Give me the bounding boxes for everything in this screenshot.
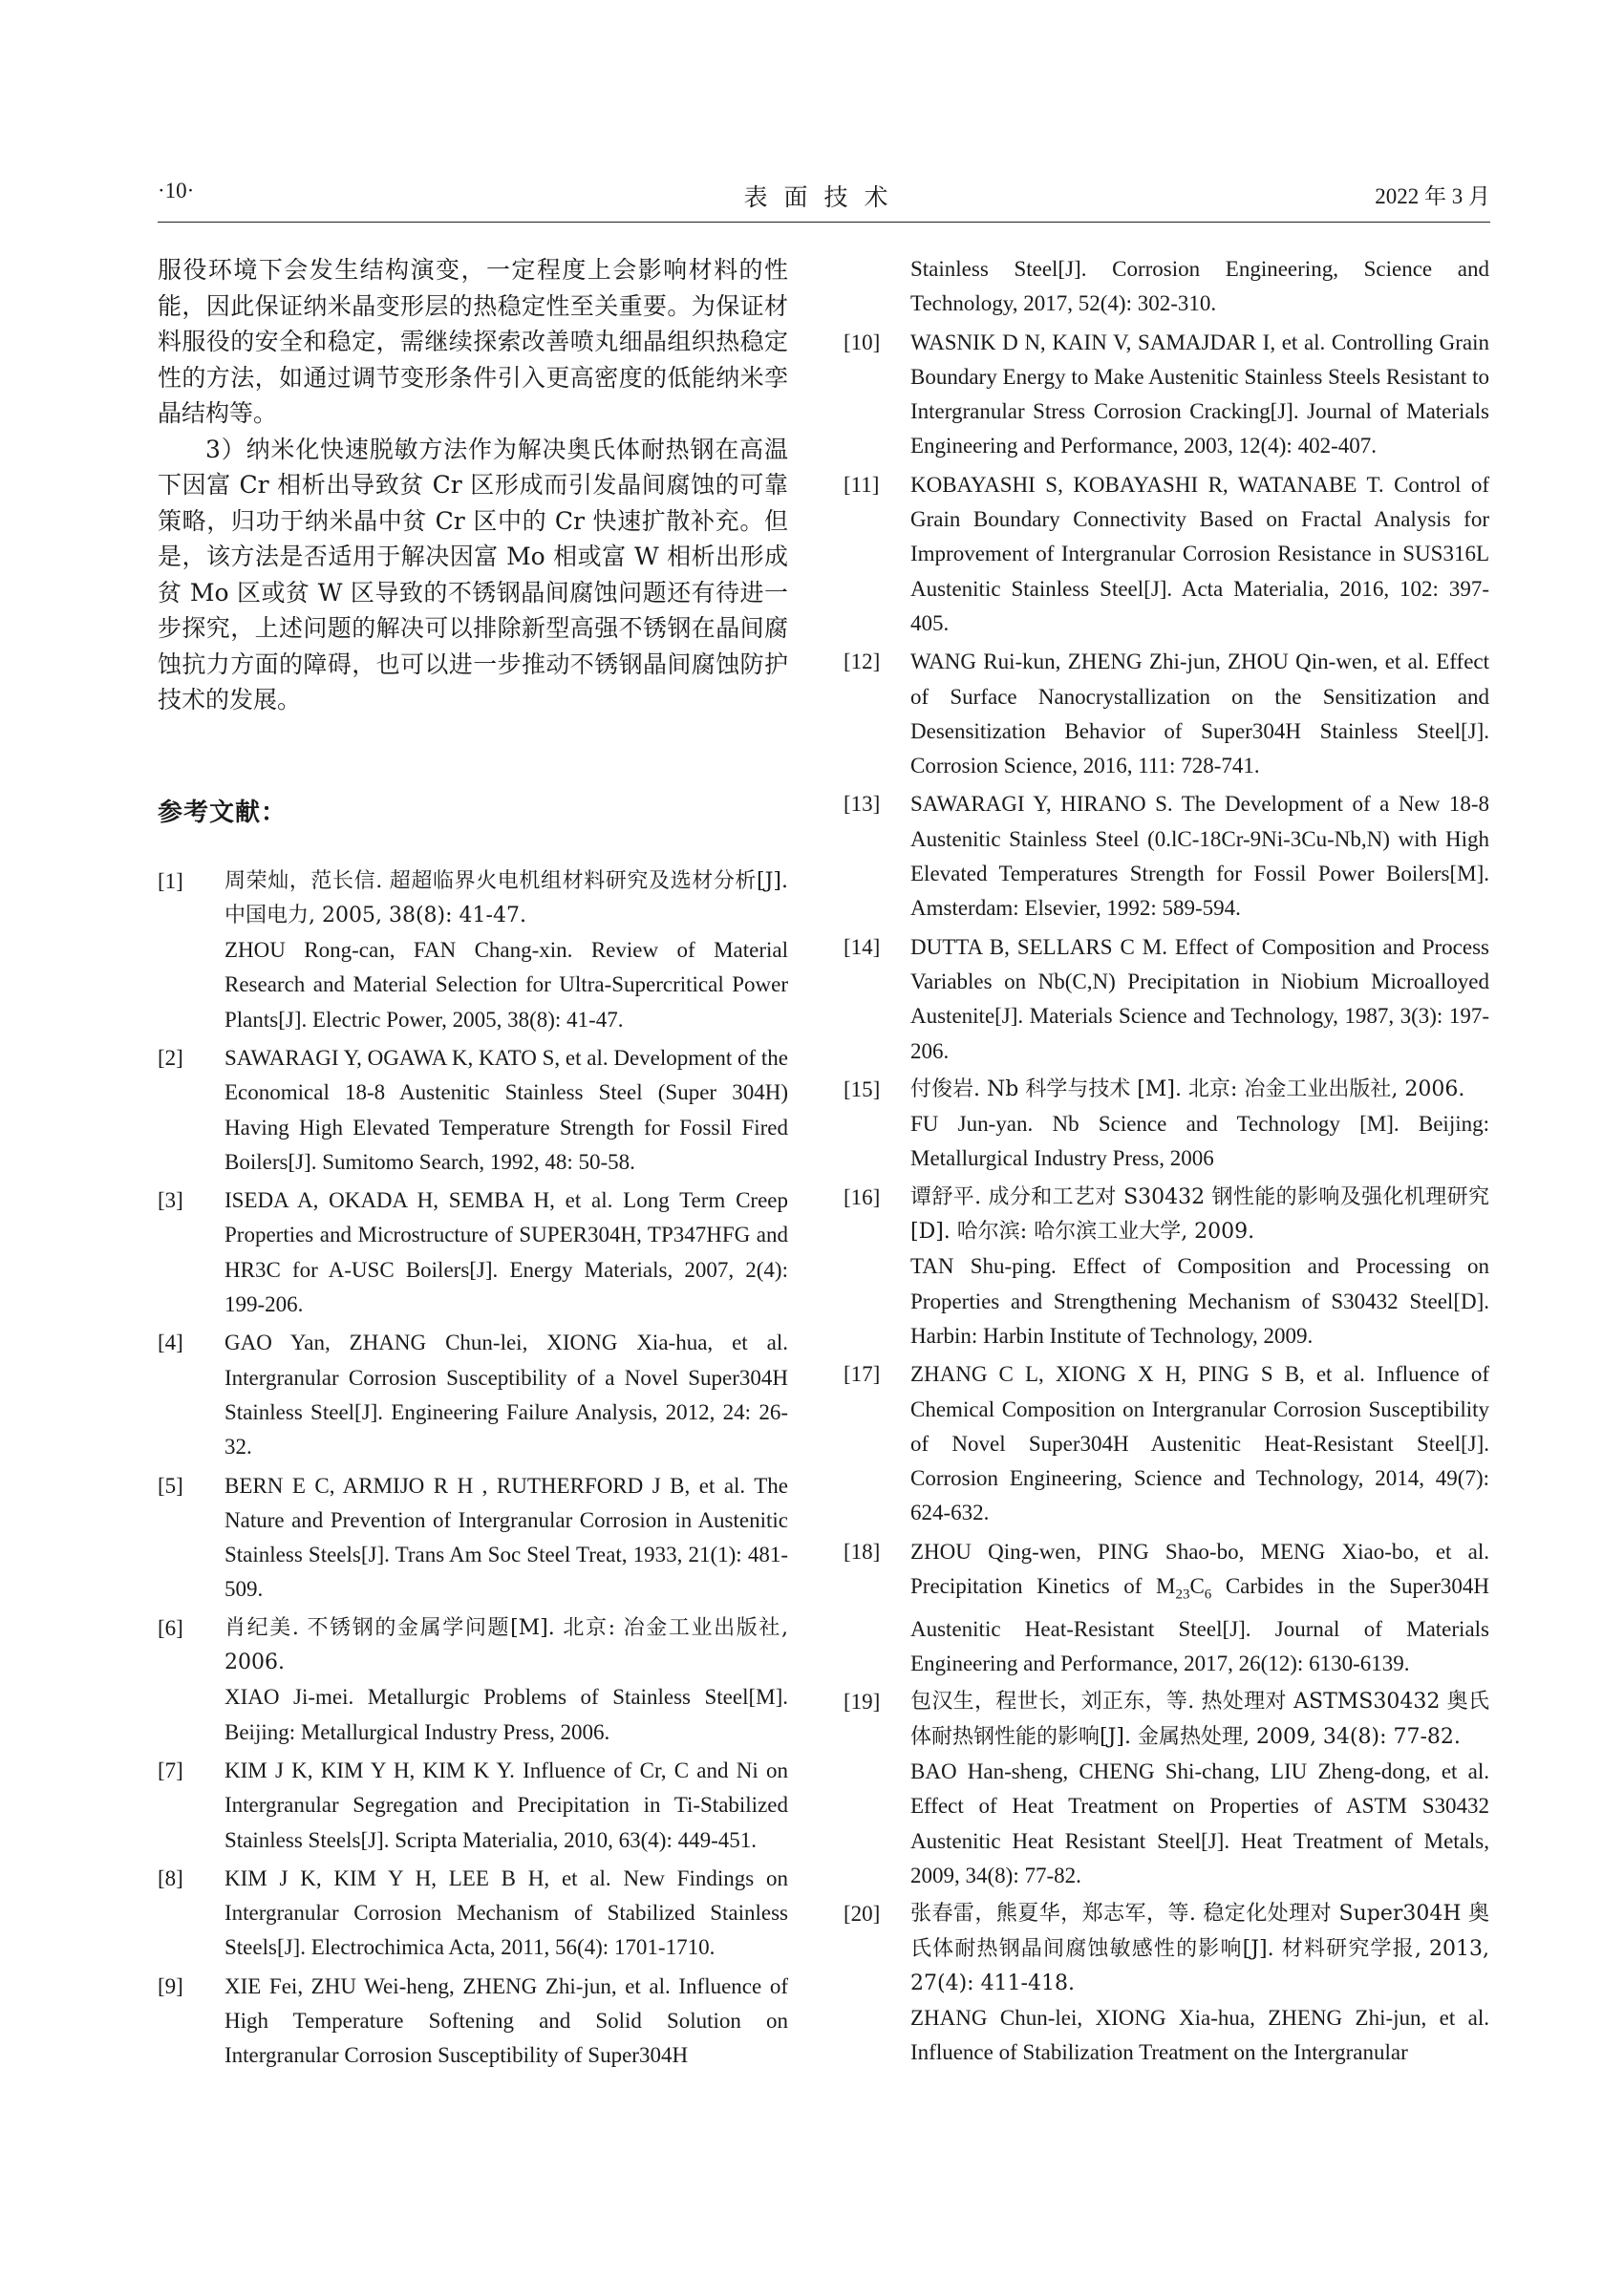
reference-text-en: ZHANG C L, XIONG X H, PING S B, et al. Influence of Chemical Composition on Intergranular Corrosion Susceptibility of Novel Super304H Austenitic Heat-Resistant Steel[J]. Corrosion Engineering, Science and Technology, 2014, 49(7): 624-632. [910,1362,1489,1525]
reference-text-zh: 周荣灿，范长信. 超超临界火电机组材料研究及选材分析[J]. 中国电力, 2005, 38(8): 41-47. [224,868,788,927]
reference-number: [19] [844,1690,881,1715]
reference-item [844,1685,1489,1893]
reference-item [158,1862,788,1966]
reference-number: [15] [844,1076,881,1101]
reference-text-en: TAN Shu-ping. Effect of Composition and Processing on Properties and Strengthening Mechanism of S30432 Steel[D]. Harbin: Harbin Institute of Technology, 2009. [910,1254,1489,1348]
reference-number: [6] [158,1615,183,1640]
reference-number: [7] [158,1758,183,1782]
right-column [844,252,1489,2075]
reference-text-en: KIM J K, KIM Y H, KIM K Y. Influence of Cr, C and Ni on Intergranular Segregation and Precipitation in Ti-Stabilized Stainless Steels[J]. Scripta Materialia, 2010, 63(4): 449-451. [224,1758,788,1852]
reference-number: [18] [844,1539,881,1564]
reference-text-en: KOBAYASHI S, KOBAYASHI R, WATANABE T. Control of Grain Boundary Connectivity Based on Fractal Analysis for Improvement of Intergranular Corrosion Resistance in SUS316L Austenitic Stainless Steel[J]. Acta Materialia, 2016, 102: 397-405. [910,472,1489,635]
reference-text-en: WANG Rui-kun, ZHENG Zhi-jun, ZHOU Qin-wen, et al. Effect of Surface Nanocrystallization on the Sensitization and Desensitization Behavior of Super304H Stainless Steel[J]. Corrosion Science, 2016, 111: 728-741. [910,650,1489,778]
reference-item [844,1897,1489,2070]
reference-item [158,1041,788,1180]
reference-item [158,1326,788,1464]
reference-item [158,1611,788,1750]
reference-item-continued [844,252,1489,322]
reference-number: [11] [844,472,880,497]
reference-text-en: XIAO Ji-mei. Metallurgic Problems of Stainless Steel[M]. Beijing: Metallurgical Industry Press, 2006. [224,1685,788,1744]
reference-text-part: C [1189,1573,1205,1598]
reference-text-en: Stainless Steel[J]. Corrosion Engineering, Science and Technology, 2017, 52(4): 302-310. [910,257,1489,316]
reference-item [844,1073,1489,1177]
reference-item [844,645,1489,783]
running-header [158,179,1490,217]
reference-item [844,787,1489,926]
reference-text-en: WASNIK D N, KAIN V, SAMAJDAR I, et al. Controlling Grain Boundary Energy to Make Austenitic Stainless Steels Resistant to Intergranular Stress Corrosion Cracking[J]. Journal of Materials Engineering and Performance, 2003, 12(4): 402-407. [910,330,1489,458]
header-rule [158,222,1490,223]
reference-number: [14] [844,934,881,959]
reference-text-en: ZHOU Rong-can, FAN Chang-xin. Review of Material Research and Material Selection for Ultra-Supercritical Power Plants[J]. Electric Power, 2005, 38(8): 41-47. [224,938,788,1032]
reference-number: [13] [844,792,881,817]
reference-item [844,1535,1489,1682]
subscript: 6 [1204,1587,1212,1603]
body-paragraph-2: 3）纳米化快速脱敏方法作为解决奥氏体耐热钢在高温下因富 Cr 相析出导致贫 Cr 区形成而引发晶间腐蚀的可靠策略，归功于纳米晶中贫 Cr 区中的 Cr 快速扩散补充。但是，该方法是否适用于解决因富 Mo 相或富 W 相析出形成贫 Mo 区或贫 W 区导致的不锈钢晶间腐蚀问题还有待进一步探究，上述问题的解决可以排除新型高强不锈钢在晶间腐蚀抗力方面的障碍，也可以进一步推动不锈钢晶间腐蚀防护技术的发展。 [158,435,788,714]
body-paragraph-1: 服役环境下会发生结构演变，一定程度上会影响材料的性能，因此保证纳米晶变形层的热稳定性至关重要。为保证材料服役的安全和稳定，需继续探索改善喷丸细晶组织热稳定性的方法，如通过调节变形条件引入更高密度的低能纳米孪晶结构等。 [158,256,788,427]
reference-text-zh: 肖纪美. 不锈钢的金属学问题[M]. 北京: 冶金工业出版社, 2006. [224,1615,788,1675]
reference-text-en: BERN E C, ARMIJO R H , RUTHERFORD J B, et al. The Nature and Prevention of Intergranular Corrosion in Austenitic Stainless Steels[J]. Trans Am Soc Steel Treat, 1933, 21(1): 481-509. [224,1473,788,1602]
issue-date: 2022 年 3 月 [1375,184,1490,208]
reference-text-part: Carbides in the Super304H Austenitic Heat-Resistant Steel[J]. Journal of Materials Engineering and Performance, 2017, 26(12): 6130-6139. [910,1573,1489,1676]
reference-text-en: ZHANG Chun-lei, XIONG Xia-hua, ZHENG Zhi-jun, et al. Influence of Stabilization Treatment on the Intergranular [910,2006,1489,2065]
reference-text-en: GAO Yan, ZHANG Chun-lei, XIONG Xia-hua, et al. Intergranular Corrosion Susceptibility of a Novel Super304H Stainless Steel[J]. Engineering Failure Analysis, 2012, 24: 26-32. [224,1331,788,1460]
reference-text-en: ISEDA A, OKADA H, SEMBA H, et al. Long Term Creep Properties and Microstructure of SUPER304H, TP347HFG and HR3C for A-USC Boilers[J]. Energy Materials, 2007, 2(4): 199-206. [224,1188,788,1317]
reference-text-part: ZHOU Qing-wen, PING Shao-bo, MENG Xiao-bo, et al. Precipitation Kinetics of M [910,1539,1489,1598]
reference-number: [2] [158,1045,183,1070]
reference-item [844,930,1489,1069]
reference-number: [16] [844,1184,881,1209]
reference-text-zh: 付俊岩. Nb 科学与技术 [M]. 北京: 冶金工业出版社, 2006. [910,1076,1465,1101]
reference-text-zh: 包汉生，程世长，刘正东，等. 热处理对 ASTMS30432 奥氏体耐热钢性能的影响[J]. 金属热处理, 2009, 34(8): 77-82. [910,1690,1489,1749]
journal-title: 表面技术 [743,183,905,211]
subscript: 23 [1175,1587,1190,1603]
reference-number: [9] [158,1973,183,1998]
reference-item [844,1357,1489,1530]
reference-text-en: DUTTA B, SELLARS C M. Effect of Composition and Process Variables on Nb(C,N) Precipitation in Niobium Microalloyed Austenite[J]. Materials Science and Technology, 1987, 3(3): 197-206. [910,934,1489,1063]
reference-number: [17] [844,1362,881,1387]
reference-text-en: KIM J K, KIM Y H, LEE B H, et al. New Findings on Intergranular Corrosion Mechanism of Stabilized Stainless Steels[J]. Electrochimica Acta, 2011, 56(4): 1701-1710. [224,1865,788,1960]
reference-number: [8] [158,1865,183,1890]
reference-number: [3] [158,1188,183,1213]
reference-text-zh: 谭舒平. 成分和工艺对 S30432 钢性能的影响及强化机理研究[D]. 哈尔滨: 哈尔滨工业大学, 2009. [910,1184,1489,1245]
reference-number: [5] [158,1473,183,1498]
reference-item [158,1970,788,2074]
page-number: ·10· [158,179,195,202]
reference-text-en: SAWARAGI Y, OGAWA K, KATO S, et al. Development of the Economical 18-8 Austenitic Stainless Steel (Super 304H) Having High Elevated Temperature Strength for Fossil Fired Boilers[J]. Sumitomo Search, 1992, 48: 50-58. [224,1045,789,1174]
reference-text-zh: 张春雷，熊夏华，郑志军，等. 稳定化处理对 Super304H 奥氏体耐热钢晶间腐蚀敏感性的影响[J]. 材料研究学报, 2013, 27(4): 411-418. [910,1902,1489,1995]
reference-item [158,864,788,1037]
reference-item [158,1754,788,1858]
left-column [158,252,788,2078]
reference-number: [20] [844,1902,881,1927]
reference-number: [1] [158,868,183,893]
reference-text-en: FU Jun-yan. Nb Science and Technology [M]. Beijing: Metallurgical Industry Press, 2006 [910,1112,1489,1171]
reference-item [158,1469,788,1608]
reference-item [844,468,1489,641]
reference-number: [12] [844,650,881,674]
reference-text-en [910,1535,1489,1682]
reference-number: [4] [158,1331,183,1355]
reference-item [844,326,1489,464]
reference-text-en: BAO Han-sheng, CHENG Shi-chang, LIU Zheng-dong, et al. Effect of Heat Treatment on Properties of ASTM S30432 Austenitic Heat Resistant Steel[J]. Heat Treatment of Metals, 2009, 34(8): 77-82. [910,1759,1489,1887]
references-heading: 参考文献： [158,798,288,827]
reference-number: [10] [844,330,881,354]
reference-text-en: SAWARAGI Y, HIRANO S. The Development of a New 18-8 Austenitic Stainless Steel (0.lC-18Cr-9Ni-3Cu-Nb,N) with High Elevated Temperatures Strength for Fossil Power Boilers[M]. Amsterdam: Elsevier, 1992: 589-594. [910,792,1489,921]
reference-item [844,1181,1489,1353]
reference-text-en: XIE Fei, ZHU Wei-heng, ZHENG Zhi-jun, et al. Influence of High Temperature Softening and Solid Solution on Intergranular Corrosion Susceptibility of Super304H [224,1973,788,2068]
reference-item [158,1183,788,1322]
